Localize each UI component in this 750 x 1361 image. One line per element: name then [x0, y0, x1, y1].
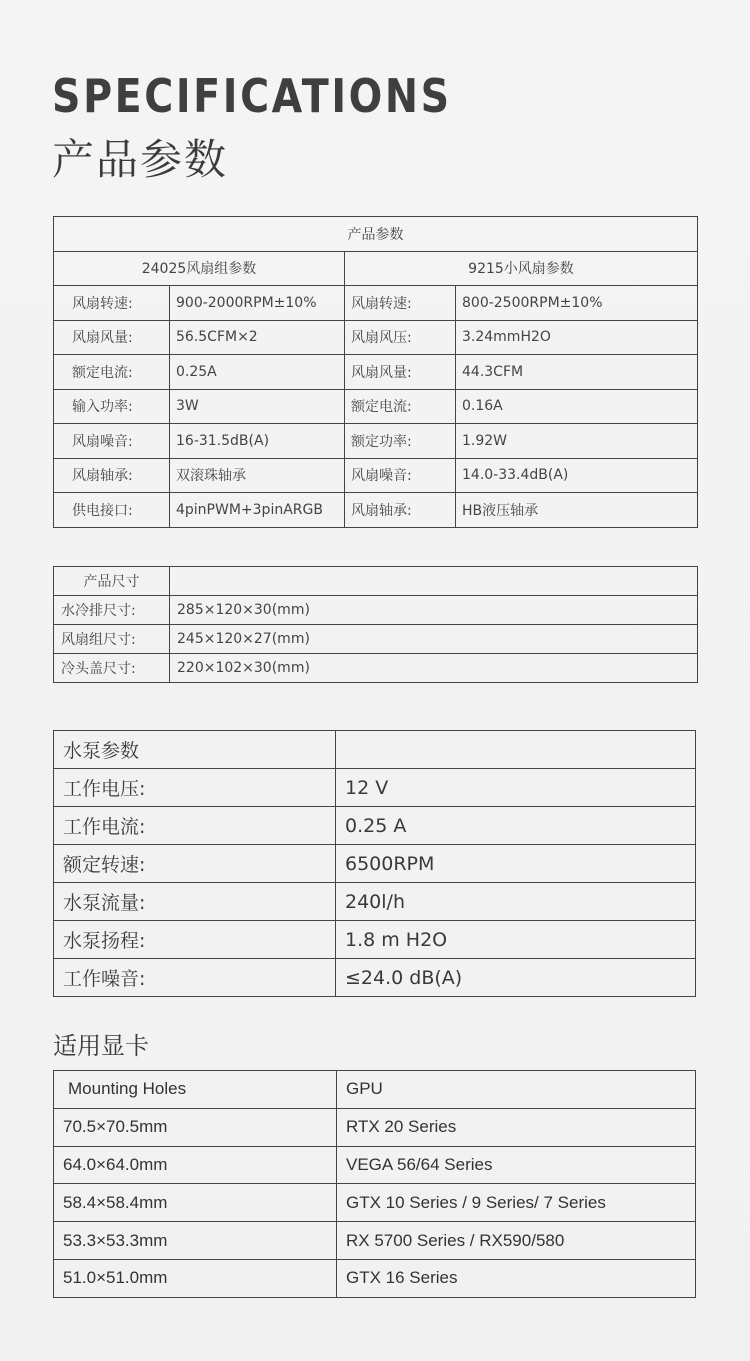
table-row — [54, 625, 698, 654]
pump-table-title: 水泵参数 — [54, 731, 336, 769]
column-header-gpu: GPU — [337, 1071, 696, 1109]
spec-value: ≤24.0 dB(A) — [336, 959, 696, 997]
table-row — [54, 1146, 696, 1184]
spec-value: 双滚珠轴承 — [170, 458, 345, 493]
spec-label: 水冷排尺寸: — [54, 596, 170, 625]
spec-label: 风扇风压: — [345, 320, 456, 355]
spec-value: 800-2500RPM±10% — [456, 286, 698, 321]
table-row — [54, 883, 696, 921]
spec-value: 0.25 A — [336, 807, 696, 845]
spec-label: 水泵扬程: — [54, 921, 336, 959]
empty-cell — [336, 731, 696, 769]
spec-label: 工作电流: — [54, 807, 336, 845]
spec-value: 16-31.5dB(A) — [170, 424, 345, 459]
gpu-cell: VEGA 56/64 Series — [337, 1146, 696, 1184]
holes-cell: 51.0×51.0mm — [54, 1259, 337, 1297]
spec-label: 额定电流: — [345, 389, 456, 424]
left-group-header: 24025风扇组参数 — [54, 251, 345, 286]
gpu-section-heading: 适用显卡 — [53, 1032, 149, 1060]
spec-label: 风扇组尺寸: — [54, 625, 170, 654]
spec-label: 风扇风量: — [345, 355, 456, 390]
spec-label: 风扇噪音: — [345, 458, 456, 493]
holes-cell: 64.0×64.0mm — [54, 1146, 337, 1184]
spec-value: 0.25A — [170, 355, 345, 390]
spec-value: 1.92W — [456, 424, 698, 459]
spec-label: 额定转速: — [54, 845, 336, 883]
spec-label: 风扇风量: — [54, 320, 170, 355]
fan-spec-table — [53, 216, 698, 528]
table-row — [54, 807, 696, 845]
spec-label: 工作噪音: — [54, 959, 336, 997]
gpu-cell: GTX 16 Series — [337, 1259, 696, 1297]
spec-label: 输入功率: — [54, 389, 170, 424]
table-title-row — [54, 217, 698, 252]
spec-label: 风扇噪音: — [54, 424, 170, 459]
right-group-header: 9215小风扇参数 — [345, 251, 698, 286]
spec-value: 44.3CFM — [456, 355, 698, 390]
table-row — [54, 355, 698, 390]
spec-value: 900-2000RPM±10% — [170, 286, 345, 321]
table-title-row — [54, 731, 696, 769]
column-header-holes: Mounting Holes — [54, 1071, 337, 1109]
spec-value: 4pinPWM+3pinARGB — [170, 493, 345, 528]
spec-value: 56.5CFM×2 — [170, 320, 345, 355]
table-row — [54, 596, 698, 625]
spec-value: 240l/h — [336, 883, 696, 921]
spec-value: 14.0-33.4dB(A) — [456, 458, 698, 493]
spec-value: 0.16A — [456, 389, 698, 424]
table-title-row — [54, 567, 698, 596]
table-row — [54, 424, 698, 459]
table-row — [54, 1222, 696, 1260]
spec-value: 245×120×27(mm) — [170, 625, 698, 654]
spec-value: HB液压轴承 — [456, 493, 698, 528]
gpu-cell: RX 5700 Series / RX590/580 — [337, 1222, 696, 1260]
gpu-cell: GTX 10 Series / 9 Series/ 7 Series — [337, 1184, 696, 1222]
page-title-en: SPECIFICATIONS — [52, 69, 452, 123]
gpu-compat-table — [53, 1070, 696, 1298]
spec-label: 风扇转速: — [345, 286, 456, 321]
table-row — [54, 769, 696, 807]
table-row — [54, 654, 698, 683]
spec-value: 220×102×30(mm) — [170, 654, 698, 683]
holes-cell: 58.4×58.4mm — [54, 1184, 337, 1222]
holes-cell: 53.3×53.3mm — [54, 1222, 337, 1260]
table-row — [54, 845, 696, 883]
table-row — [54, 458, 698, 493]
size-spec-table — [53, 566, 698, 683]
table-row — [54, 320, 698, 355]
spec-label: 额定功率: — [345, 424, 456, 459]
spec-label: 供电接口: — [54, 493, 170, 528]
table-row — [54, 1259, 696, 1297]
empty-cell — [170, 567, 698, 596]
table-header-row — [54, 1071, 696, 1109]
spec-label: 工作电压: — [54, 769, 336, 807]
table-row — [54, 1108, 696, 1146]
spec-value: 3.24mmH2O — [456, 320, 698, 355]
table-row — [54, 493, 698, 528]
spec-label: 额定电流: — [54, 355, 170, 390]
spec-value: 12 V — [336, 769, 696, 807]
pump-spec-table — [53, 730, 696, 997]
fan-table-title: 产品参数 — [54, 217, 698, 252]
spec-value: 3W — [170, 389, 345, 424]
table-group-row — [54, 251, 698, 286]
size-table-title: 产品尺寸 — [54, 567, 170, 596]
spec-value: 1.8 m H2O — [336, 921, 696, 959]
holes-cell: 70.5×70.5mm — [54, 1108, 337, 1146]
table-row — [54, 1184, 696, 1222]
table-row — [54, 921, 696, 959]
spec-value: 6500RPM — [336, 845, 696, 883]
gpu-cell: RTX 20 Series — [337, 1108, 696, 1146]
spec-label: 冷头盖尺寸: — [54, 654, 170, 683]
spec-label: 风扇轴承: — [54, 458, 170, 493]
spec-label: 风扇转速: — [54, 286, 170, 321]
spec-label: 水泵流量: — [54, 883, 336, 921]
spec-label: 风扇轴承: — [345, 493, 456, 528]
spec-value: 285×120×30(mm) — [170, 596, 698, 625]
table-row — [54, 286, 698, 321]
page-title-cn: 产品参数 — [52, 135, 229, 184]
table-row — [54, 959, 696, 997]
table-row — [54, 389, 698, 424]
